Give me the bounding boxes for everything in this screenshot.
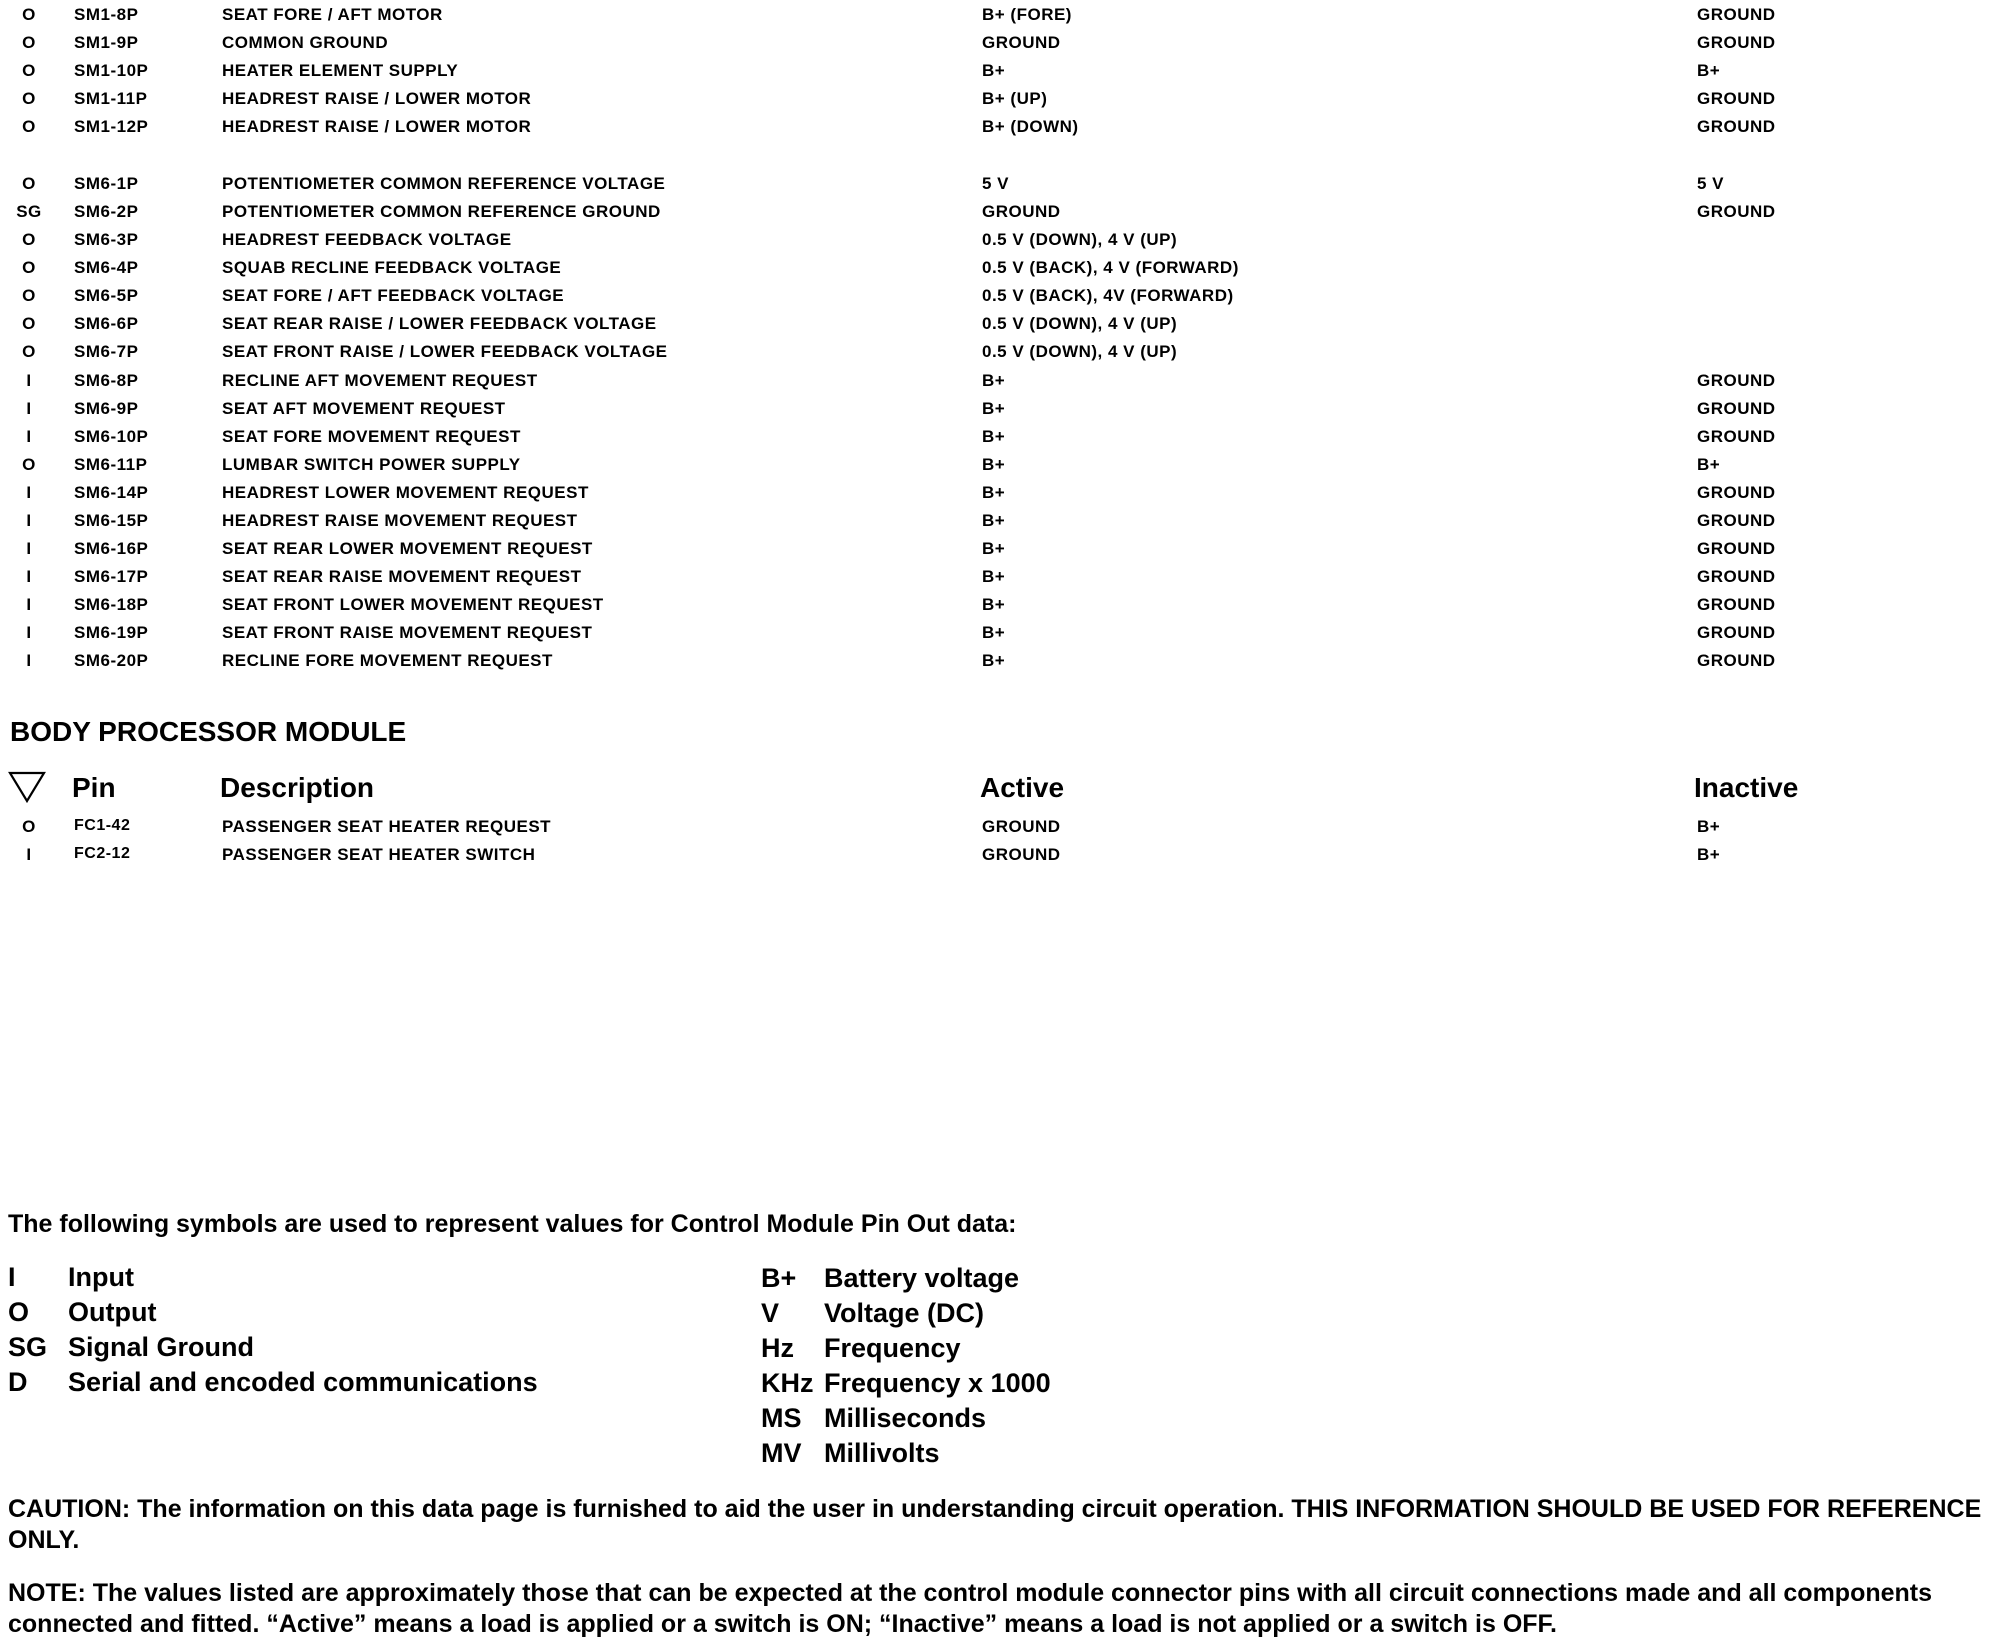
pin-description: HEADREST FEEDBACK VOLTAGE: [222, 230, 512, 249]
active-value: B+ (DOWN): [982, 117, 1079, 136]
legend-symbol: MS: [761, 1403, 802, 1433]
pin-type: O: [22, 817, 36, 836]
column-header-pin: Pin: [72, 772, 116, 803]
pin-description: POTENTIOMETER COMMON REFERENCE VOLTAGE: [222, 174, 666, 193]
table-row: [0, 425, 2010, 453]
pin-description: RECLINE FORE MOVEMENT REQUEST: [222, 651, 553, 670]
table-row: [0, 565, 2010, 593]
pin-number: SM1-11P: [74, 89, 148, 108]
inactive-value: B+: [1697, 845, 1721, 864]
inactive-value: B+: [1697, 817, 1721, 836]
pin-number: SM6-9P: [74, 399, 139, 418]
pin-number: SM6-18P: [74, 595, 149, 614]
pin-description: LUMBAR SWITCH POWER SUPPLY: [222, 455, 521, 474]
column-header-active: Active: [980, 772, 1065, 803]
pin-type: I: [26, 511, 32, 530]
table-row: [0, 340, 2010, 368]
active-value: 0.5 V (DOWN), 4 V (UP): [982, 230, 1178, 249]
pin-description: SEAT FORE / AFT MOTOR: [222, 5, 443, 24]
pin-type: SG: [16, 202, 42, 221]
table-row: [0, 59, 2010, 87]
active-value: 0.5 V (DOWN), 4 V (UP): [982, 342, 1178, 361]
pin-description: SEAT AFT MOVEMENT REQUEST: [222, 399, 506, 418]
pin-type: I: [26, 651, 32, 670]
inactive-value: GROUND: [1697, 33, 1776, 52]
inactive-value: GROUND: [1697, 651, 1776, 670]
pin-number: SM6-14P: [74, 483, 149, 502]
table-row: [0, 815, 2010, 843]
note-text: NOTE: The values listed are approximately those that can be expected at the control module connector pins with all circuit connections made and all components connected and fitted. “Active” means a load is applied or a switch is ON; “Inactive” means a load is not applied or a switch is OFF.: [8, 1579, 1933, 1638]
active-value: 0.5 V (BACK), 4V (FORWARD): [982, 286, 1234, 305]
column-header-inactive: Inactive: [1694, 772, 1799, 803]
table-row: [0, 649, 2010, 677]
active-value: B+ (UP): [982, 89, 1048, 108]
active-value: B+: [982, 61, 1006, 80]
table-row: [0, 453, 2010, 481]
pin-description: SEAT FORE / AFT FEEDBACK VOLTAGE: [222, 286, 565, 305]
pin-type: O: [22, 342, 36, 361]
inactive-value: B+: [1697, 455, 1721, 474]
inactive-value: GROUND: [1697, 511, 1776, 530]
table-row: [0, 284, 2010, 312]
legend-symbol: Hz: [761, 1333, 794, 1363]
table-row: [0, 397, 2010, 425]
pin-type: O: [22, 230, 36, 249]
inactive-value: GROUND: [1697, 89, 1776, 108]
pin-type: I: [26, 595, 32, 614]
legend-meaning: Milliseconds: [824, 1403, 987, 1433]
active-value: B+: [982, 483, 1006, 502]
pin-description: POTENTIOMETER COMMON REFERENCE GROUND: [222, 202, 661, 221]
pin-type: I: [26, 567, 32, 586]
pin-description: SEAT FORE MOVEMENT REQUEST: [222, 427, 521, 446]
pin-description: SEAT REAR RAISE MOVEMENT REQUEST: [222, 567, 582, 586]
legend-symbol: V: [761, 1298, 780, 1328]
pin-type: O: [22, 117, 36, 136]
pin-type: I: [26, 371, 32, 390]
pin-description: SEAT FRONT RAISE MOVEMENT REQUEST: [222, 623, 593, 642]
pin-type: O: [22, 5, 36, 24]
table-row: [0, 593, 2010, 621]
pin-type: O: [22, 174, 36, 193]
pin-description: HEATER ELEMENT SUPPLY: [222, 61, 459, 80]
legend-meaning: Output: [68, 1297, 157, 1327]
pin-description: RECLINE AFT MOVEMENT REQUEST: [222, 371, 538, 390]
pin-type: I: [26, 427, 32, 446]
inactive-value: GROUND: [1697, 539, 1776, 558]
active-value: B+: [982, 595, 1006, 614]
pin-number: SM6-11P: [74, 455, 148, 474]
legend-symbol: KHz: [761, 1368, 814, 1398]
pin-type: I: [26, 483, 32, 502]
pin-description: SEAT FRONT LOWER MOVEMENT REQUEST: [222, 595, 604, 614]
table-row: [0, 509, 2010, 537]
inactive-value: GROUND: [1697, 427, 1776, 446]
table-row: [0, 3, 2010, 31]
legend-symbol: B+: [761, 1263, 797, 1293]
active-value: GROUND: [982, 33, 1061, 52]
legend-symbol: SG: [8, 1332, 48, 1362]
active-value: B+: [982, 623, 1006, 642]
pin-number: SM6-10P: [74, 427, 149, 446]
pin-number: SM6-5P: [74, 286, 139, 305]
inactive-value: GROUND: [1697, 567, 1776, 586]
legend-meaning: Frequency x 1000: [824, 1368, 1051, 1398]
pin-type: O: [22, 455, 36, 474]
pin-number: SM6-20P: [74, 651, 149, 670]
inactive-value: GROUND: [1697, 371, 1776, 390]
pin-type: O: [22, 314, 36, 333]
inactive-value: GROUND: [1697, 117, 1776, 136]
table-row: [0, 843, 2010, 871]
pin-description: HEADREST RAISE / LOWER MOTOR: [222, 89, 532, 108]
pin-description: SEAT REAR RAISE / LOWER FEEDBACK VOLTAGE: [222, 314, 657, 333]
table-row: [0, 228, 2010, 256]
pin-number: SM6-8P: [74, 371, 139, 390]
legend-meaning: Frequency: [824, 1333, 961, 1363]
pin-number: SM1-8P: [74, 5, 139, 24]
inactive-value: B+: [1697, 61, 1721, 80]
pin-type: O: [22, 61, 36, 80]
legend-symbol: MV: [761, 1438, 802, 1468]
active-value: B+: [982, 427, 1006, 446]
active-value: 5 V: [982, 174, 1010, 193]
pin-direction-triangle-icon: [8, 770, 46, 804]
pin-number: SM1-12P: [74, 117, 149, 136]
table-row: [0, 537, 2010, 565]
active-value: B+: [982, 651, 1006, 670]
active-value: B+: [982, 399, 1006, 418]
pin-type: I: [26, 399, 32, 418]
pin-description: HEADREST LOWER MOVEMENT REQUEST: [222, 483, 589, 502]
pin-number: SM6-1P: [74, 174, 139, 193]
inactive-value: GROUND: [1697, 623, 1776, 642]
pin-number: SM6-4P: [74, 258, 139, 277]
pin-type: O: [22, 33, 36, 52]
pin-type: I: [26, 623, 32, 642]
inactive-value: GROUND: [1697, 399, 1776, 418]
pin-number: SM6-15P: [74, 511, 149, 530]
pin-type: O: [22, 89, 36, 108]
table-row: [0, 256, 2010, 284]
pin-description: PASSENGER SEAT HEATER REQUEST: [222, 817, 552, 836]
pin-description: HEADREST RAISE / LOWER MOTOR: [222, 117, 532, 136]
legend-meaning: Serial and encoded communications: [68, 1367, 538, 1397]
table-row: [0, 200, 2010, 228]
active-value: B+: [982, 539, 1006, 558]
pin-type: I: [26, 845, 32, 864]
legend-symbol: O: [8, 1297, 30, 1327]
legend-meaning: Signal Ground: [68, 1332, 254, 1362]
inactive-value: GROUND: [1697, 595, 1776, 614]
legend-symbol: I: [8, 1262, 16, 1292]
table-row: [0, 115, 2010, 143]
section-title: BODY PROCESSOR MODULE: [10, 716, 407, 747]
column-header-description: Description: [220, 772, 375, 803]
pin-number: SM6-7P: [74, 342, 139, 361]
active-value: B+: [982, 371, 1006, 390]
pin-description: SEAT FRONT RAISE / LOWER FEEDBACK VOLTAGE: [222, 342, 668, 361]
pin-number: SM6-19P: [74, 623, 149, 642]
pin-number: FC1-42: [74, 817, 131, 834]
inactive-value: GROUND: [1697, 202, 1776, 221]
pin-type: O: [22, 286, 36, 305]
active-value: GROUND: [982, 845, 1061, 864]
active-value: 0.5 V (BACK), 4 V (FORWARD): [982, 258, 1239, 277]
pin-type: O: [22, 258, 36, 277]
active-value: GROUND: [982, 202, 1061, 221]
table-row: [0, 621, 2010, 649]
pin-number: SM1-9P: [74, 33, 139, 52]
pin-type: I: [26, 539, 32, 558]
active-value: B+: [982, 511, 1006, 530]
pin-number: FC2-12: [74, 845, 131, 862]
pin-description: COMMON GROUND: [222, 33, 389, 52]
active-value: B+: [982, 455, 1006, 474]
pin-number: SM6-6P: [74, 314, 139, 333]
table-row: [0, 312, 2010, 340]
legend-intro: The following symbols are used to represent values for Control Module Pin Out data:: [8, 1210, 1017, 1238]
inactive-value: GROUND: [1697, 483, 1776, 502]
inactive-value: 5 V: [1697, 174, 1725, 193]
pin-description: SQUAB RECLINE FEEDBACK VOLTAGE: [222, 258, 562, 277]
active-value: 0.5 V (DOWN), 4 V (UP): [982, 314, 1178, 333]
table-row: [0, 31, 2010, 59]
inactive-value: GROUND: [1697, 5, 1776, 24]
legend-symbol: D: [8, 1367, 28, 1397]
pin-number: SM6-2P: [74, 202, 139, 221]
legend-meaning: Battery voltage: [824, 1263, 1020, 1293]
table-row: [0, 481, 2010, 509]
pin-number: SM1-10P: [74, 61, 149, 80]
active-value: B+: [982, 567, 1006, 586]
pin-number: SM6-3P: [74, 230, 139, 249]
active-value: GROUND: [982, 817, 1061, 836]
legend-meaning: Millivolts: [824, 1438, 940, 1468]
pin-description: SEAT REAR LOWER MOVEMENT REQUEST: [222, 539, 593, 558]
table-row: [0, 369, 2010, 397]
caution-text: CAUTION: The information on this data page is furnished to aid the user in understanding circuit operation. THIS INFORMATION SHOULD BE USED FOR REFERENCE ONLY.: [8, 1495, 1982, 1554]
legend-meaning: Input: [68, 1262, 134, 1292]
table-row: [0, 87, 2010, 115]
table-row: [0, 172, 2010, 200]
pin-description: PASSENGER SEAT HEATER SWITCH: [222, 845, 536, 864]
legend-meaning: Voltage (DC): [824, 1298, 984, 1328]
pin-number: SM6-17P: [74, 567, 149, 586]
pin-description: HEADREST RAISE MOVEMENT REQUEST: [222, 511, 578, 530]
pin-number: SM6-16P: [74, 539, 149, 558]
active-value: B+ (FORE): [982, 5, 1072, 24]
